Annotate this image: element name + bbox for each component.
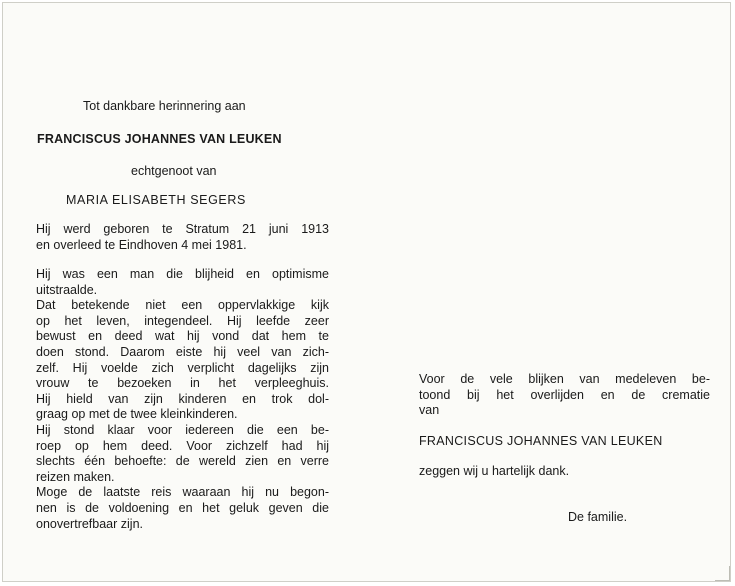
tribute-line: bewust en deed wat hij vond dat hem te <box>36 329 329 344</box>
tribute-line: Hij stond klaar voor iedereen die een be- <box>36 422 329 437</box>
tribute-line: onovertrefbaar zijn. <box>36 516 144 531</box>
tribute-text <box>36 267 329 532</box>
tribute-line: Hij hield van zijn kinderen en trok dol- <box>36 391 329 406</box>
tribute-line: op het leven, integendeel. Hij leefde zeer <box>36 313 329 328</box>
signature: De familie. <box>568 510 628 524</box>
thanks-line: toond bij het overlijden en de crematie <box>419 387 710 402</box>
card-corner-edge <box>715 566 730 581</box>
tribute-line: Hij was een man die blijheid en optimisme <box>36 267 329 281</box>
deceased-name-repeat: FRANCISCUS JOHANNES VAN LEUKEN <box>419 434 663 448</box>
life-dates <box>36 222 329 253</box>
heading: Tot dankbare herinnering aan <box>83 99 246 113</box>
tribute-line: Dat betekende niet een oppervlakkige kijk <box>36 298 329 313</box>
tribute-line: uitstraalde. <box>36 282 98 297</box>
thanks-text: zeggen wij u hartelijk dank. <box>419 464 570 478</box>
deceased-name: FRANCISCUS JOHANNES VAN LEUKEN <box>37 132 282 146</box>
thanks-intro <box>419 372 710 419</box>
thanks-line: van <box>419 403 440 418</box>
tribute-line: Moge de laatste reis waaraan hij nu begon- <box>36 485 329 500</box>
death-line: en overleed te Eindhoven 4 mei 1981. <box>36 237 247 252</box>
relation-text: echtgenoot van <box>131 164 217 178</box>
tribute-line: roep op hem deed. Voor zichzelf had hij <box>36 438 329 453</box>
birth-line: Hij werd geboren te Stratum 21 juni 1913 <box>36 222 329 236</box>
spouse-name: MARIA ELISABETH SEGERS <box>66 193 246 207</box>
memorial-card <box>2 2 731 582</box>
tribute-line: zelf. Hij voelde zich verplicht dagelijks zijn <box>36 360 329 375</box>
tribute-line: graag op met de twee kleinkinderen. <box>36 407 238 422</box>
tribute-line: slechts één behoefte: de wereld zien en verre <box>36 454 329 469</box>
thanks-line: Voor de vele blijken van medeleven be- <box>419 372 710 386</box>
tribute-line: nen is de voldoening en het geluk geven die <box>36 500 329 515</box>
tribute-line: reizen maken. <box>36 469 115 484</box>
tribute-line: doen stond. Daarom eiste hij veel van zich- <box>36 344 329 359</box>
tribute-line: vrouw te bezoeken in het verpleeghuis. <box>36 376 329 391</box>
